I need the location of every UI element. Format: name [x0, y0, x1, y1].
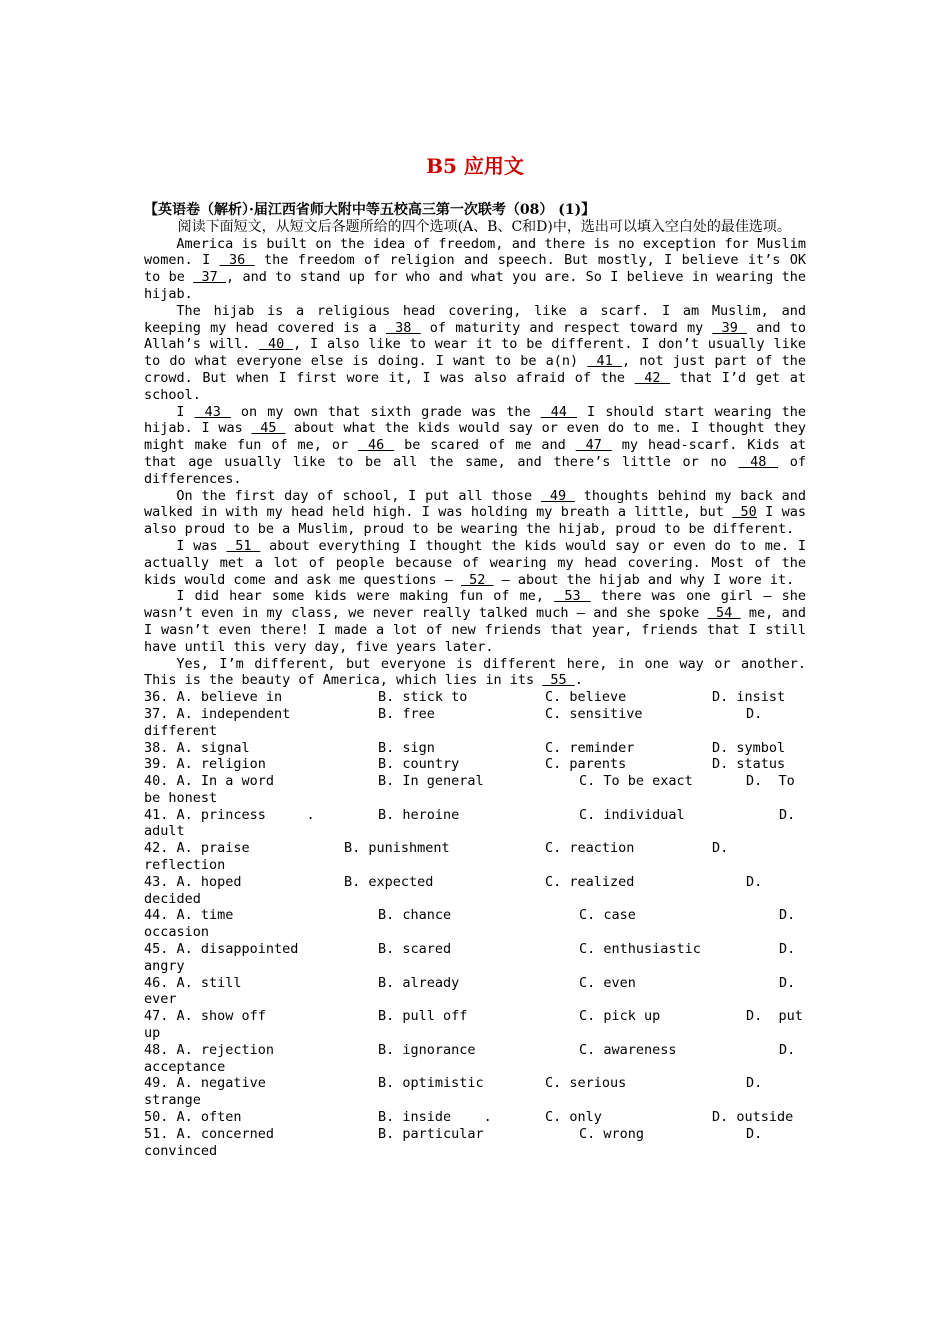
- text: of differences.: [144, 453, 806, 487]
- text: , I also like to wear it to be different. I don’t usually like to do what everyone else is doing. I want to be a(n): [144, 336, 806, 370]
- blank-54: 54: [707, 605, 741, 622]
- option-a: 47. A. show off: [144, 1008, 266, 1025]
- passage-paragraph-7: [144, 656, 806, 690]
- option-a: 37. A. independent: [144, 705, 291, 722]
- blank-50: 50: [732, 504, 757, 521]
- option-d: D. symbol: [712, 739, 786, 756]
- option-d: D. put: [746, 1008, 803, 1025]
- text: The hijab is a religious head covering, like a scarf. I am Muslim, and keeping my head covered is a: [144, 302, 806, 336]
- blank-44: 44: [540, 403, 577, 420]
- text: my head-scarf. Kids at that age usually like to be all the same, and there’s little or no: [144, 437, 806, 470]
- option-b: B. sign: [378, 739, 435, 756]
- text: America is built on the idea of freedom, and there is no exception for Muslim women. I: [144, 235, 806, 269]
- option-row-48: [144, 1042, 806, 1076]
- text: — about the hijab and why I wore it.: [493, 571, 795, 588]
- text: me, and I wasn’t even there! I made a lot of new friends that year, friends that I still have until this very day, five years later.: [144, 605, 807, 655]
- option-d-text: ever: [144, 991, 177, 1008]
- option-d: D. To: [746, 773, 795, 790]
- option-a: 41. A. princess .: [144, 806, 315, 823]
- blank-47: 47: [575, 437, 612, 454]
- option-row-36: [144, 689, 806, 706]
- option-c: C. serious: [545, 1075, 627, 1092]
- option-d: D.: [746, 1125, 763, 1142]
- option-c: C. believe: [545, 689, 627, 706]
- option-c: C. individual: [579, 806, 685, 823]
- option-d: D.: [779, 907, 796, 924]
- instruction-text: 阅读下面短文，从短文后各题所给的四个选项(A、B、C和D)中，选出可以填入空白处的最佳选项。: [177, 218, 791, 235]
- option-row-49: [144, 1075, 806, 1109]
- text: thoughts behind my back and walked in with my head held high. I was holding my breath a little, but: [144, 487, 807, 521]
- blank-42: 42: [634, 369, 671, 386]
- option-row-50: [144, 1109, 806, 1126]
- text: On the first day of school, I put all those: [176, 487, 542, 504]
- option-c: C. parents: [545, 756, 627, 773]
- option-d: D.: [779, 974, 796, 991]
- option-row-41: [144, 807, 806, 841]
- text: of maturity and respect toward my: [420, 319, 713, 336]
- option-d-text: adult: [144, 823, 185, 840]
- option-a: 38. A. signal: [144, 739, 250, 756]
- option-c: C. sensitive: [545, 705, 643, 722]
- option-row-46: [144, 975, 806, 1009]
- option-d-text: occasion: [144, 924, 210, 941]
- option-b: B. free: [378, 705, 435, 722]
- option-row-47: [144, 1008, 806, 1042]
- text: I should start wearing the hijab. I was: [144, 403, 806, 437]
- text: Yes, I’m different, but everyone is different here, in one way or another. This is the beauty of America, which lies in its: [144, 655, 806, 689]
- option-d-text: acceptance: [144, 1058, 226, 1075]
- option-a: 43. A. hoped: [144, 873, 242, 890]
- passage-paragraph-4: [144, 488, 806, 538]
- option-d-text: angry: [144, 957, 185, 974]
- blank-37: 37: [193, 269, 227, 286]
- option-a: 50. A. often: [144, 1109, 242, 1126]
- text: and to Allah’s will.: [144, 319, 806, 353]
- option-d: D.: [779, 941, 796, 958]
- text: .: [574, 672, 583, 689]
- option-row-37: [144, 706, 806, 740]
- option-b: B. country: [378, 756, 460, 773]
- text: that I’d get at school.: [144, 369, 807, 403]
- option-a: 48. A. rejection: [144, 1041, 275, 1058]
- option-a: 42. A. praise: [144, 840, 250, 857]
- option-d: D.: [746, 705, 763, 722]
- option-a: 45. A. disappointed: [144, 941, 299, 958]
- option-d-text: decided: [144, 890, 201, 907]
- passage-paragraph-2: [144, 303, 806, 404]
- option-a: 40. A. In a word: [144, 773, 275, 790]
- option-d-text: be honest: [144, 789, 218, 806]
- text: I: [176, 403, 195, 420]
- option-b: B. In general: [378, 773, 484, 790]
- option-b: B. ignorance: [378, 1041, 476, 1058]
- option-row-51: [144, 1126, 806, 1160]
- option-c: C. wrong: [579, 1125, 645, 1142]
- option-a: 39. A. religion: [144, 756, 266, 773]
- blank-48: 48: [738, 453, 779, 470]
- blank-43: 43: [194, 403, 231, 420]
- option-c: C. even: [579, 974, 636, 991]
- option-b: B. optimistic: [378, 1075, 484, 1092]
- option-a: 51. A. concerned: [144, 1125, 275, 1142]
- option-d: D.: [712, 840, 729, 857]
- text: on my own that sixth grade was the: [230, 403, 541, 420]
- blank-52: 52: [460, 571, 494, 588]
- option-row-44: [144, 907, 806, 941]
- option-b: B. scared: [378, 941, 452, 958]
- option-d-text: different: [144, 722, 218, 739]
- blank-39: 39: [712, 319, 747, 336]
- option-b: B. chance: [378, 907, 452, 924]
- blank-53: 53: [554, 588, 591, 605]
- option-row-39: [144, 756, 806, 773]
- page-title: B5 应用文: [426, 154, 524, 178]
- option-d-text: reflection: [144, 857, 226, 874]
- option-a: 46. A. still: [144, 974, 242, 991]
- option-a: 44. A. time: [144, 907, 234, 924]
- option-b: B. inside .: [378, 1109, 492, 1126]
- text: the freedom of religion and speech. But mostly, I believe it’s OK to be: [144, 252, 806, 286]
- option-c: C. reminder: [545, 739, 635, 756]
- option-b: B. punishment: [344, 840, 450, 857]
- blank-49: 49: [541, 487, 575, 504]
- option-d: D. outside: [712, 1109, 794, 1126]
- blank-46: 46: [358, 437, 395, 454]
- option-row-40: [144, 773, 806, 807]
- option-c: C. enthusiastic: [579, 941, 701, 958]
- option-row-42: [144, 840, 806, 874]
- text: I did hear some kids were making fun of me,: [176, 588, 555, 605]
- option-c: C. pick up: [579, 1008, 661, 1025]
- option-row-45: [144, 941, 806, 975]
- blank-40: 40: [259, 336, 294, 353]
- blank-45: 45: [251, 420, 286, 437]
- passage-paragraph-3: [144, 404, 806, 488]
- text: I was: [176, 537, 227, 554]
- text: there was one girl — she wasn’t even in my class, we never really talked much — and she spoke: [144, 588, 806, 622]
- blank-55: 55: [542, 672, 575, 689]
- document-body: [144, 202, 806, 1159]
- option-c: C. To be exact: [579, 773, 693, 790]
- option-row-43: [144, 874, 806, 908]
- text: I was also proud to be a Muslim, proud to be wearing the hijab, proud to be different.: [144, 504, 806, 538]
- text: be scared of me and: [394, 437, 576, 454]
- option-c: C. reaction: [545, 840, 635, 857]
- option-d: D. status: [712, 756, 786, 773]
- blank-51: 51: [226, 537, 261, 554]
- option-b: B. already: [378, 974, 460, 991]
- option-d: D.: [746, 873, 763, 890]
- text: , not just part of the crowd. But when I first wore it, I was also afraid of the: [144, 353, 806, 386]
- option-a: 36. A. believe in: [144, 689, 283, 706]
- option-b: B. expected: [344, 873, 434, 890]
- blank-36: 36: [219, 252, 255, 269]
- text: , and to stand up for who and what you are. So I believe in wearing the hijab.: [144, 269, 806, 302]
- options-list: [144, 689, 806, 1159]
- option-d: D.: [779, 806, 796, 823]
- option-b: B. pull off: [378, 1008, 468, 1025]
- option-c: C. only: [545, 1109, 602, 1126]
- option-b: B. heroine: [378, 806, 460, 823]
- option-d-text: up: [144, 1025, 161, 1042]
- blank-38: 38: [385, 319, 421, 336]
- source-header: 【英语卷（解析）·届江西省师大附中等五校高三第一次联考（08） (1)】: [144, 202, 596, 218]
- passage-paragraph-6: [144, 588, 806, 655]
- passage-paragraph-1: [144, 236, 806, 303]
- passage-paragraph-5: [144, 538, 806, 588]
- option-c: C. case: [579, 907, 636, 924]
- option-c: C. realized: [545, 873, 635, 890]
- blank-41: 41: [587, 353, 622, 370]
- text: about what the kids would say or even do to me. I thought they might make fun of me, or: [144, 420, 806, 454]
- option-row-38: [144, 740, 806, 757]
- option-b: B. stick to: [378, 689, 468, 706]
- option-d: D. insist: [712, 689, 786, 706]
- option-d: D.: [779, 1041, 796, 1058]
- text: about everything I thought the kids would say or even do to me. I actually met a lot of people because of wearing my head covering. Most of the kids would come and ask me questions —: [144, 537, 806, 588]
- option-d-text: strange: [144, 1092, 201, 1109]
- option-d-text: convinced: [144, 1142, 218, 1159]
- option-b: B. particular: [378, 1125, 484, 1142]
- option-d: D.: [746, 1075, 763, 1092]
- option-a: 49. A. negative: [144, 1075, 266, 1092]
- option-c: C. awareness: [579, 1041, 677, 1058]
